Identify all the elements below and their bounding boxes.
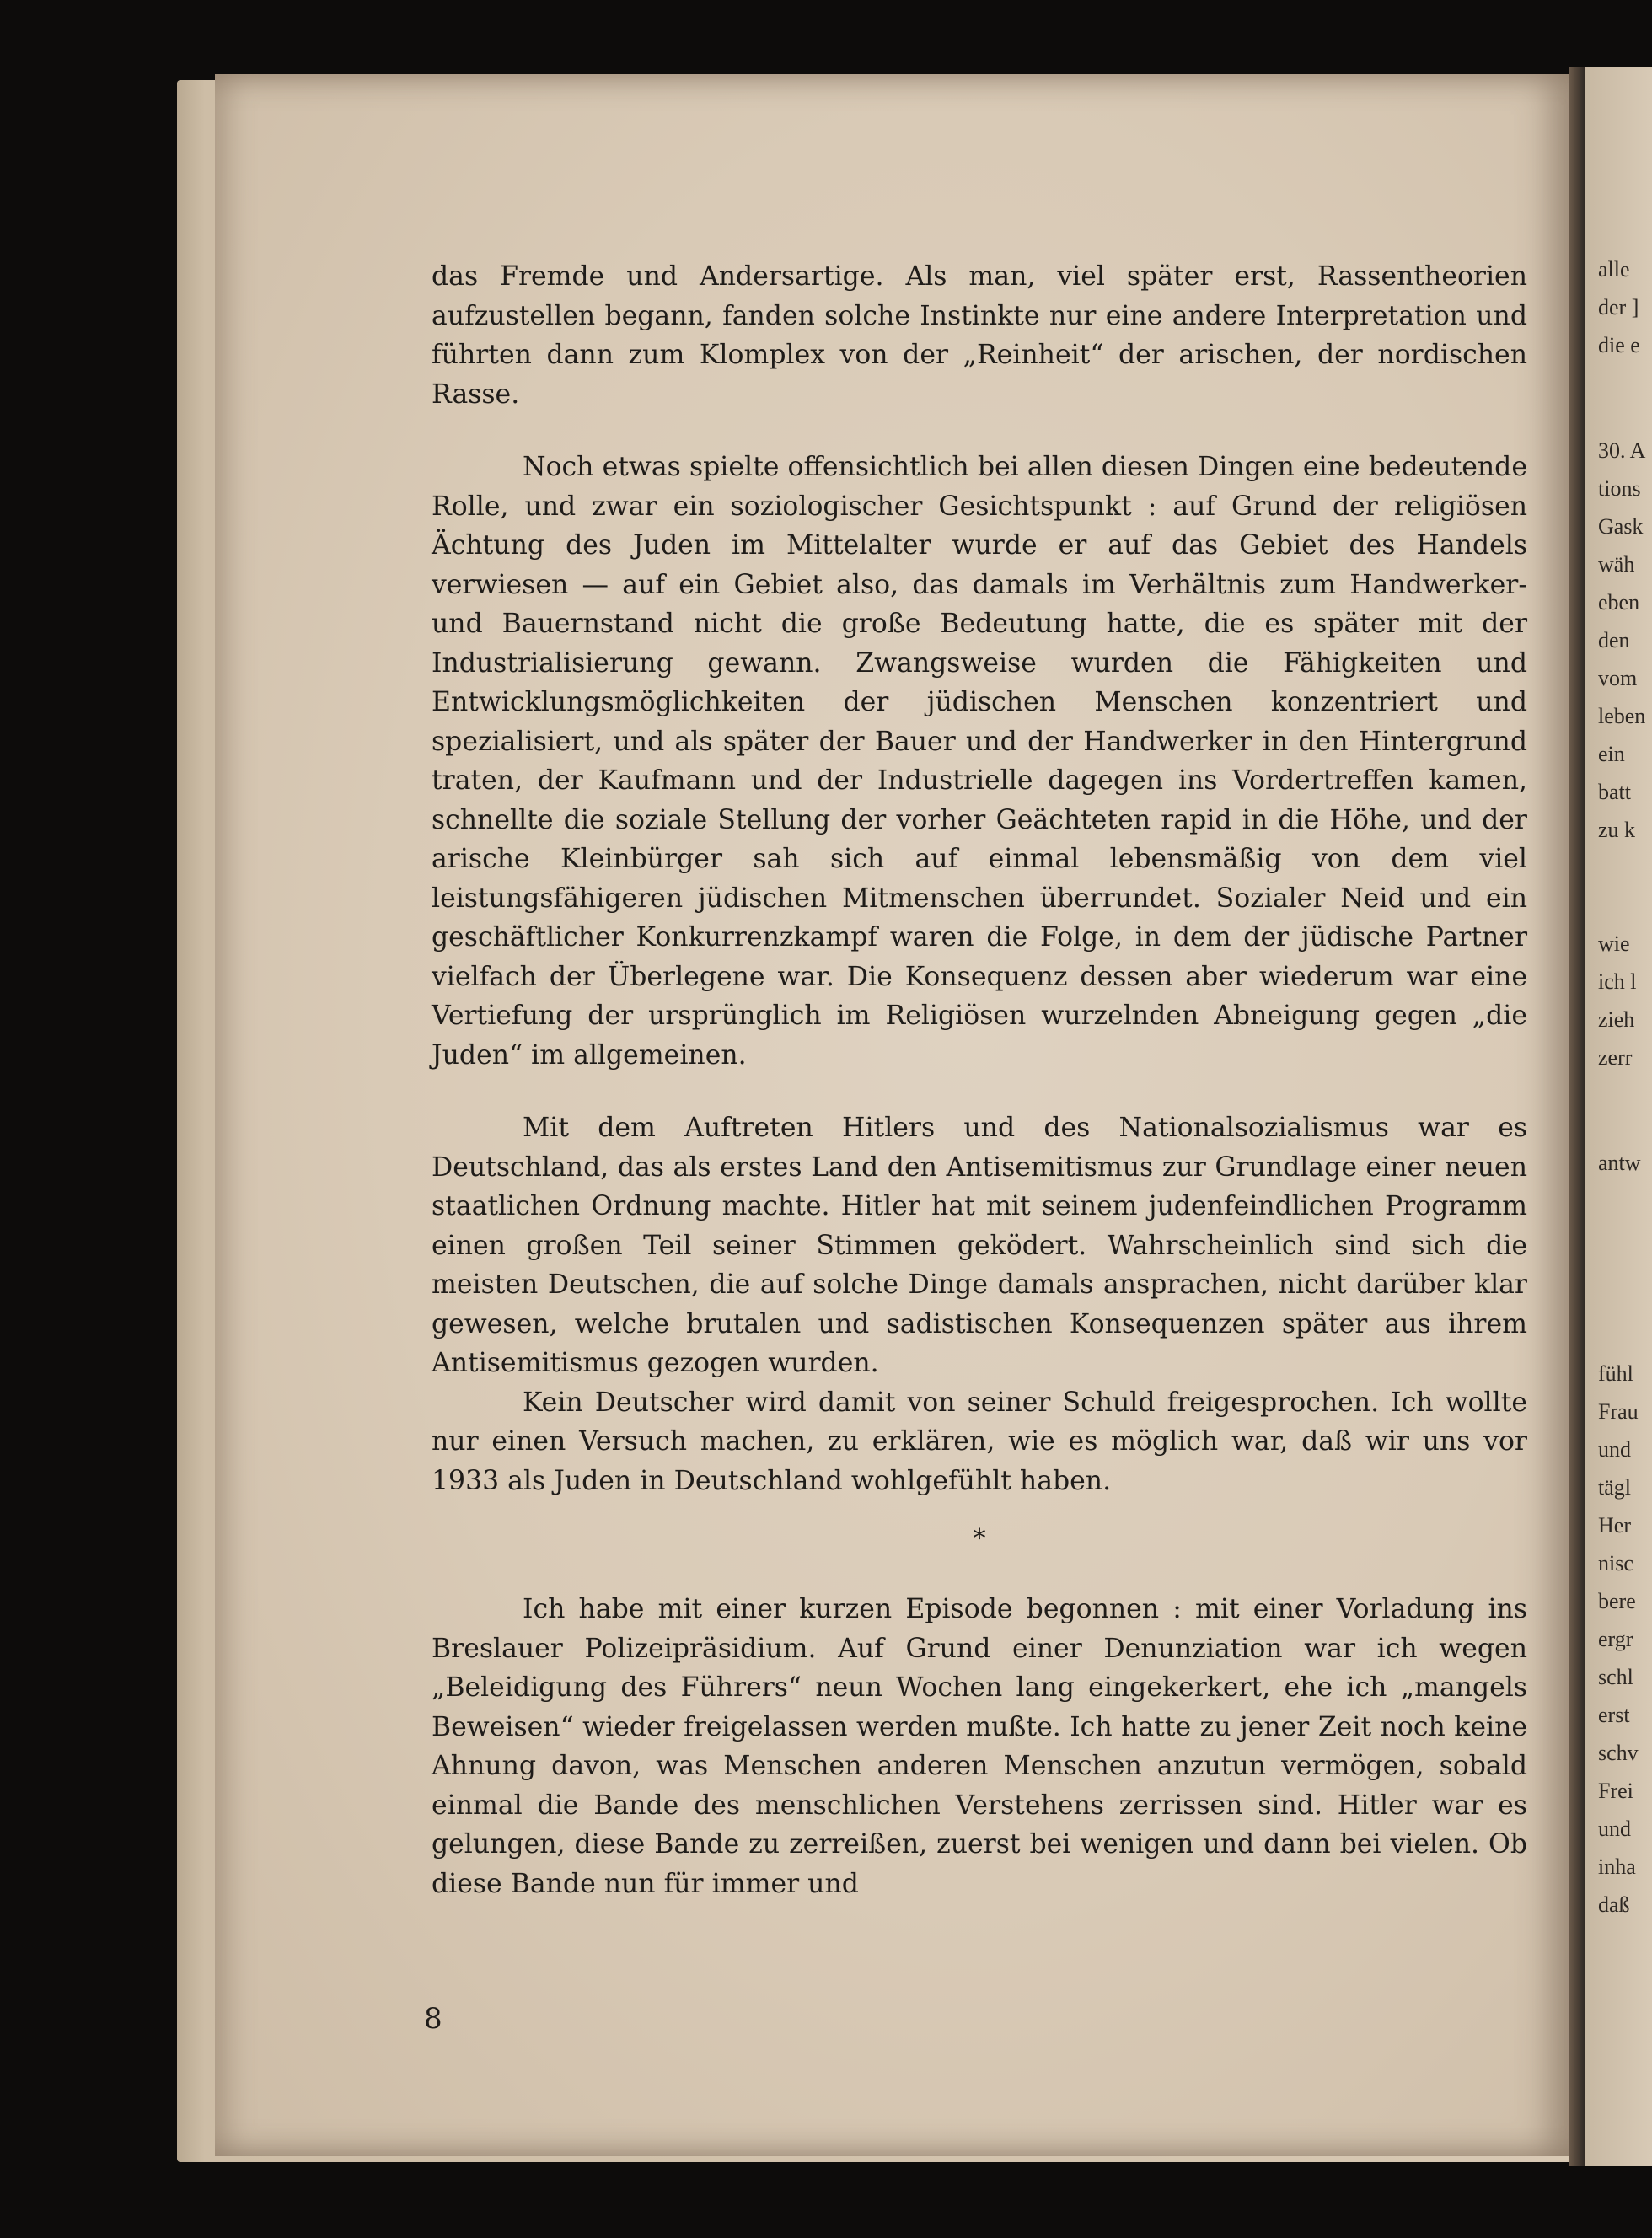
facing-page-fragment: wie bbox=[1598, 931, 1630, 956]
facing-page-fragment: und bbox=[1598, 1437, 1631, 1462]
facing-page-fragment: die e bbox=[1598, 333, 1640, 357]
facing-page-fragment: erst bbox=[1598, 1703, 1630, 1727]
facing-page-fragment: der ] bbox=[1598, 295, 1639, 319]
facing-page-fragment: ich l bbox=[1598, 969, 1637, 994]
facing-page-fragment: alle bbox=[1598, 257, 1630, 282]
facing-page-fragment: schl bbox=[1598, 1665, 1633, 1689]
facing-page-fragment: Gask bbox=[1598, 514, 1644, 539]
facing-page-fragment: 30. A bbox=[1598, 438, 1646, 463]
paragraph: Noch etwas spielte offensichtlich bei allen diesen Dingen eine bedeutende Rolle, und zwar ein soziologischer Gesichtspunkt : auf Grund der religiösen Ächtung des Juden im Mittelalter wurde er auf das Gebiet des Handels verwiesen — auf ein Gebiet also, das damals im Verhältnis zum Handwerker- und Bauernstand nicht die große Bedeutung hatte, die es später mit der Industrialisierung gewann. Zwangsweise wurden die Fähigkeiten und Entwicklungsmöglichkeiten der jüdischen Menschen konzentriert und spezialisiert, und als später der Bauer und der Handwerker in den Hintergrund traten, der Kaufmann und der Industrielle dagegen ins Vordertreffen kamen, schnellte die soziale Stellung der vorher Geächteten rapid in die Höhe, und der arische Kleinbürger sah sich auf einmal lebensmäßig von dem viel leistungsfähigeren jüdischen Mitmenschen überrundet. Sozialer Neid und ein geschäftlicher Konkurrenzkampf waren die Folge, in dem der jüdische Partner vielfach der Überlegene war. Die Konsequenz dessen aber wiederum war eine Vertiefung der ursprünglich im Religiösen wurzelnden Abneigung gegen „die Juden“ im allgemeinen. bbox=[432, 452, 1527, 1071]
facing-page-fragment: Frei bbox=[1598, 1779, 1633, 1803]
paragraph: Kein Deutscher wird damit von seiner Schuld freigesprochen. Ich wollte nur einen Versuch machen, zu erklären, wie es möglich war, daß wir uns vor 1933 als Juden in Deutschland wohlgefühlt haben. bbox=[432, 1387, 1527, 1496]
facing-page-fragment: bere bbox=[1598, 1589, 1636, 1613]
facing-page-fragment: leben bbox=[1598, 704, 1646, 728]
paragraph: Ich habe mit einer kurzen Episode begonnen : mit einer Vorladung ins Breslauer Polizeipräsidium. Auf Grund einer Denunziation war ich wegen „Beleidigung des Führers“ neun Wochen lang eingekerkert, ehe ich „mangels Beweisen“ wieder freigelassen werden mußte. Ich hatte zu jener Zeit noch keine Ahnung davon, was Menschen anderen Menschen anzutun vermögen, sobald einmal die Bande des menschlichen Verstehens zerrissen sind. Hitler war es gelungen, diese Bande zu zerreißen, zuerst bei wenigen und dann bei vielen. Ob diese Bande nun für immer und bbox=[432, 1594, 1527, 1899]
facing-page-fragment: ein bbox=[1598, 742, 1625, 766]
facing-page-fragment: zerr bbox=[1598, 1045, 1633, 1070]
facing-page-fragment: tägl bbox=[1598, 1475, 1631, 1500]
facing-page-fragment: daß bbox=[1598, 1892, 1630, 1917]
facing-page-fragment: eben bbox=[1598, 590, 1640, 615]
book-gutter bbox=[1569, 67, 1586, 2166]
facing-page-fragment: den bbox=[1598, 628, 1630, 652]
facing-page-fragment: ergr bbox=[1598, 1627, 1633, 1651]
facing-page-fragment: und bbox=[1598, 1817, 1631, 1841]
facing-page bbox=[1585, 67, 1652, 2166]
facing-page-fragment: Frau bbox=[1598, 1399, 1639, 1424]
section-separator: * bbox=[973, 1524, 986, 1554]
facing-page-fragment: fühl bbox=[1598, 1361, 1633, 1386]
facing-page-fragment: wäh bbox=[1598, 552, 1635, 577]
paragraph: Mit dem Auftreten Hitlers und des Nationalsozialismus war es Deutschland, das als erstes Land den Antisemitismus zur Grundlage einer neuen staatlichen Ordnung machte. Hitler hat mit seinem judenfeindlichen Programm einen großen Teil seiner Stimmen geködert. Wahrscheinlich sind sich die meisten Deutschen, die auf solche Dinge damals ansprachen, nicht darüber klar gewesen, welche brutalen und sadistischen Konsequenzen später aus ihrem Antisemitismus gezogen wurden. bbox=[432, 1113, 1527, 1378]
facing-page-fragment: batt bbox=[1598, 780, 1631, 804]
facing-page-fragment: Her bbox=[1598, 1513, 1631, 1538]
body-text bbox=[432, 257, 1527, 1903]
facing-page-fragment: schv bbox=[1598, 1741, 1639, 1765]
facing-page-fragment: nisc bbox=[1598, 1551, 1633, 1575]
facing-page-fragment: zu k bbox=[1598, 818, 1636, 842]
facing-page-fragment: zieh bbox=[1598, 1007, 1635, 1032]
page-number: 8 bbox=[424, 2002, 442, 2036]
paragraph: das Fremde und Andersartige. Als man, viel später erst, Rassentheorien aufzustellen begann, fanden solche Instinkte nur eine andere Interpretation und führten dann zum Klomplex von der „Reinheit“ der arischen, der nordischen Rasse. bbox=[432, 261, 1527, 410]
facing-page-fragment: inha bbox=[1598, 1854, 1636, 1879]
facing-page-fragment: antw bbox=[1598, 1151, 1641, 1175]
facing-page-fragment: tions bbox=[1598, 476, 1641, 501]
facing-page-fragment: vom bbox=[1598, 666, 1638, 690]
